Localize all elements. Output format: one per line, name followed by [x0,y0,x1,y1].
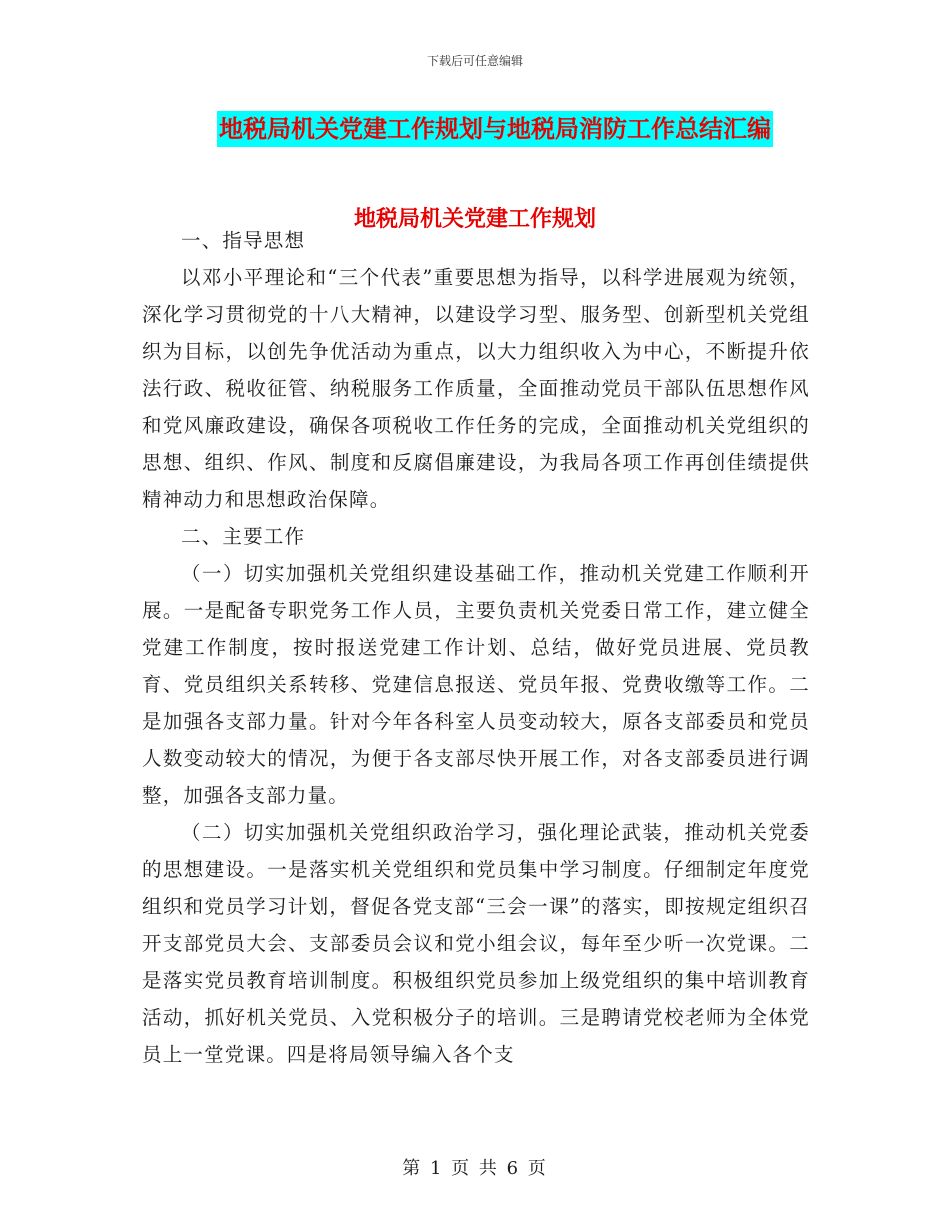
paragraph-guiding-ideology: 以邓小平理论和“三个代表”重要思想为指导，以科学进展观为统领，深化学习贯彻党的十八大精神，以建设学习型、服务型、创新型机关党组织为目标，以创先争优活动为重点，以大力组织收入为中心，不断提升依法行政、税收征管、纳税服务工作质量，全面推动党员干部队伍思想作风和党风廉政建设，确保各项税收工作任务的完成，全面推动机关党组织的思想、组织、作风、制度和反腐倡廉建设，为我局各项工作再创佳绩提供精神动力和思想政治保障。 [142,266,810,511]
document-body [142,222,810,1073]
heading-guiding-ideology: 一、指导思想 [181,229,306,252]
page-header-note: 下载后可任意编辑 [426,54,523,68]
section-title: 地税局机关党建工作规划 [353,207,596,232]
heading-main-work: 二、主要工作 [181,525,306,548]
page-number: 第 1 页 共 6 页 [402,1158,548,1179]
main-title: 地税局机关党建工作规划与地税局消防工作总结汇编 [217,111,773,147]
paragraph-work-item-2: （二）切实加强机关党组织政治学习，强化理论武装，推动机关党委的思想建设。一是落实机关党组织和党员集中学习制度。仔细制定年度党组织和党员学习计划，督促各党支部“三会一课”的落实，即按规定组织召开支部党员大会、支部委员会议和党小组会议，每年至少听一次党课。二是落实党员教育培训制度。积极组织党员参加上级党组织的集中培训教育活动，抓好机关党员、入党积极分子的培训。三是聘请党校老师为全体党员上一堂党课。四是将局领导编入各个支 [142,821,810,1066]
paragraph-work-item-1: （一）切实加强机关党组织建设基础工作，推动机关党建工作顺利开展。一是配备专职党务工作人员，主要负责机关党委日常工作，建立健全党建工作制度，按时报送党建工作计划、总结，做好党员进展、党员教育、党员组织关系转移、党建信息报送、党员年报、党费收缴等工作。二是加强各支部力量。针对今年各科室人员变动较大，原各支部委员和党员人数变动较大的情况，为便于各支部尽快开展工作，对各支部委员进行调整，加强各支部力量。 [142,562,810,807]
main-title-container [0,111,950,147]
